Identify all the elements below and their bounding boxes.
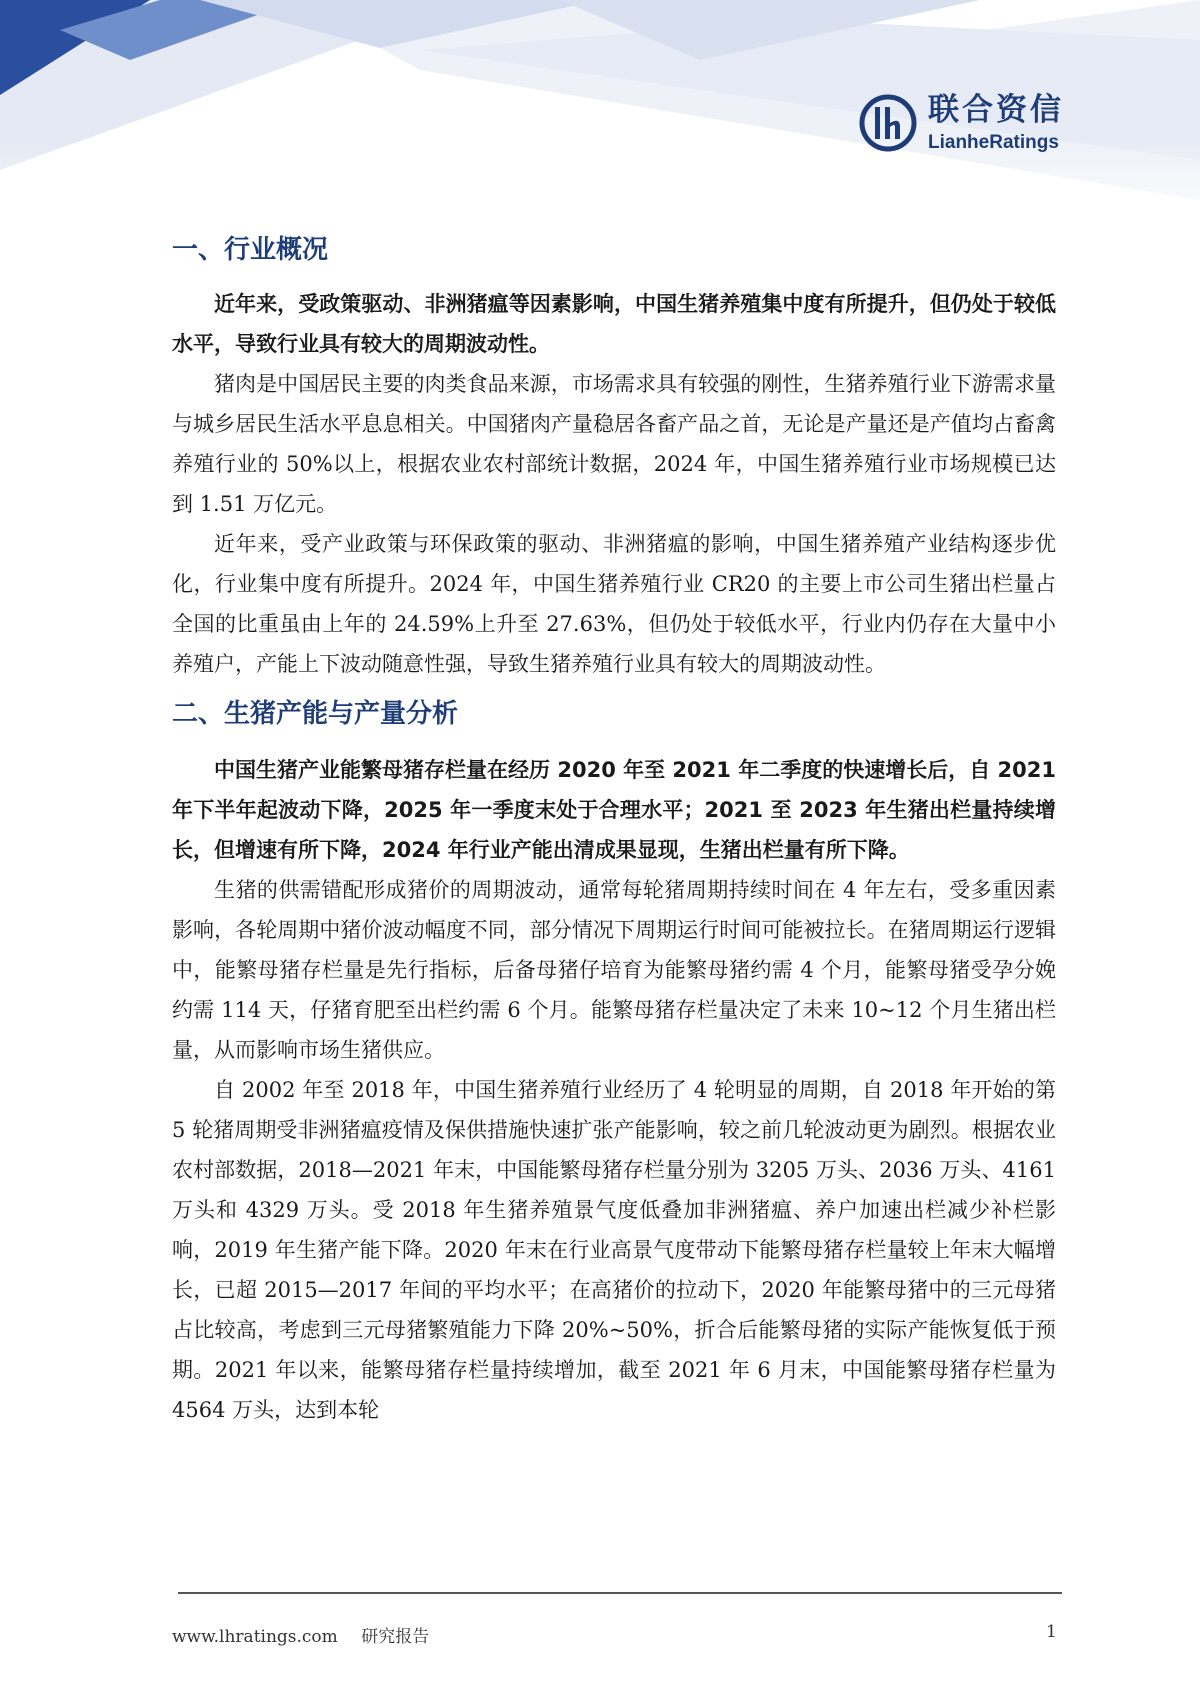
section-2-paragraph: 自 2002 年至 2018 年，中国生猪养殖行业经历了 4 轮明显的周期，自 2018 年开始的第 5 轮猪周期受非洲猪瘟疫情及保供措施快速扩张产能影响，较之前几轮波动更为剧烈。根据农业农村部数据，2018—2021 年末，中国能繁母猪存栏量分别为 3205 万头、2036 万头、4161 万头和 4329 万头。受 2018 年生猪养殖景气度低叠加非洲猪瘟、养户加速出栏减少补栏影响，2019 年生猪产能下降。2020 年末在行业高景气度带动下能繁母猪存栏量较上年末大幅增长，已超 2015—2017 年间的平均水平；在高猪价的拉动下，2020 年能繁母猪中的三元母猪占比较高，考虑到三元母猪繁殖能力下降 20%~50%，折合后能繁母猪的实际产能恢复低于预期。2021 年以来，能繁母猪存栏量持续增加，截至 2021 年 6 月末，中国能繁母猪存栏量为 4564 万头，达到本轮	[172, 1078, 1056, 1422]
section-2-paragraph: 生猪的供需错配形成猪价的周期波动，通常每轮猪周期持续时间在 4 年左右，受多重因素影响，各轮周期中猪价波动幅度不同，部分情况下周期运行时间可能被拉长。在猪周期运行逻辑中，能繁母猪存栏量是先行指标，后备母猪仔培育为能繁母猪约需 4 个月，能繁母猪受孕分娩约需 114 天，仔猪育肥至出栏约需 6 个月。能繁母猪存栏量决定了未来 10~12 个月生猪出栏量，从而影响市场生猪供应。	[172, 878, 1056, 1062]
lianhe-logo-icon	[858, 93, 918, 153]
logo-chinese-name: 联合资信	[928, 92, 1064, 128]
document-body	[172, 230, 1056, 1430]
page-number: 1	[1046, 1622, 1057, 1642]
footer-doc-type: 研究报告	[361, 1627, 430, 1647]
section-1-paragraph: 猪肉是中国居民主要的肉类食品来源，市场需求具有较强的刚性，生猪养殖行业下游需求量与城乡居民生活水平息息相关。中国猪肉产量稳居各畜产品之首，无论是产量还是产值均占畜禽养殖行业的 50%以上，根据农业农村部统计数据，2024 年，中国生猪养殖行业市场规模已达到 1.51 万亿元。	[172, 372, 1056, 516]
footer-info	[172, 1622, 447, 1647]
section-1-title: 一、行业概况	[172, 235, 329, 265]
company-logo	[858, 92, 1064, 154]
logo-english-name: LianheRatings	[928, 132, 1059, 153]
section-2-title: 二、生猪产能与产量分析	[172, 699, 459, 729]
section-1-paragraph: 近年来，受产业政策与环保政策的驱动、非洲猪瘟的影响，中国生猪养殖产业结构逐步优化，行业集中度有所提升。2024 年，中国生猪养殖行业 CR20 的主要上市公司生猪出栏量占全国的比重虽由上年的 24.59%上升至 27.63%，但仍处于较低水平，行业内仍存在大量中小养殖户，产能上下波动随意性强，导致生猪养殖行业具有较大的周期波动性。	[172, 532, 1056, 676]
section-1-summary: 近年来，受政策驱动、非洲猪瘟等因素影响，中国生猪养殖集中度有所提升，但仍处于较低水平，导致行业具有较大的周期波动性。	[172, 292, 1056, 356]
footer-divider	[178, 1592, 1062, 1594]
section-2-summary: 中国生猪产业能繁母猪存栏量在经历 2020 年至 2021 年二季度的快速增长后，自 2021 年下半年起波动下降，2025 年一季度末处于合理水平；2021 至 2023 年生猪出栏量持续增长，但增速有所下降，2024 年行业产能出清成果显现，生猪出栏量有所下降。	[172, 758, 1056, 862]
footer-website-link[interactable]: www.lhratings.com	[172, 1627, 338, 1647]
